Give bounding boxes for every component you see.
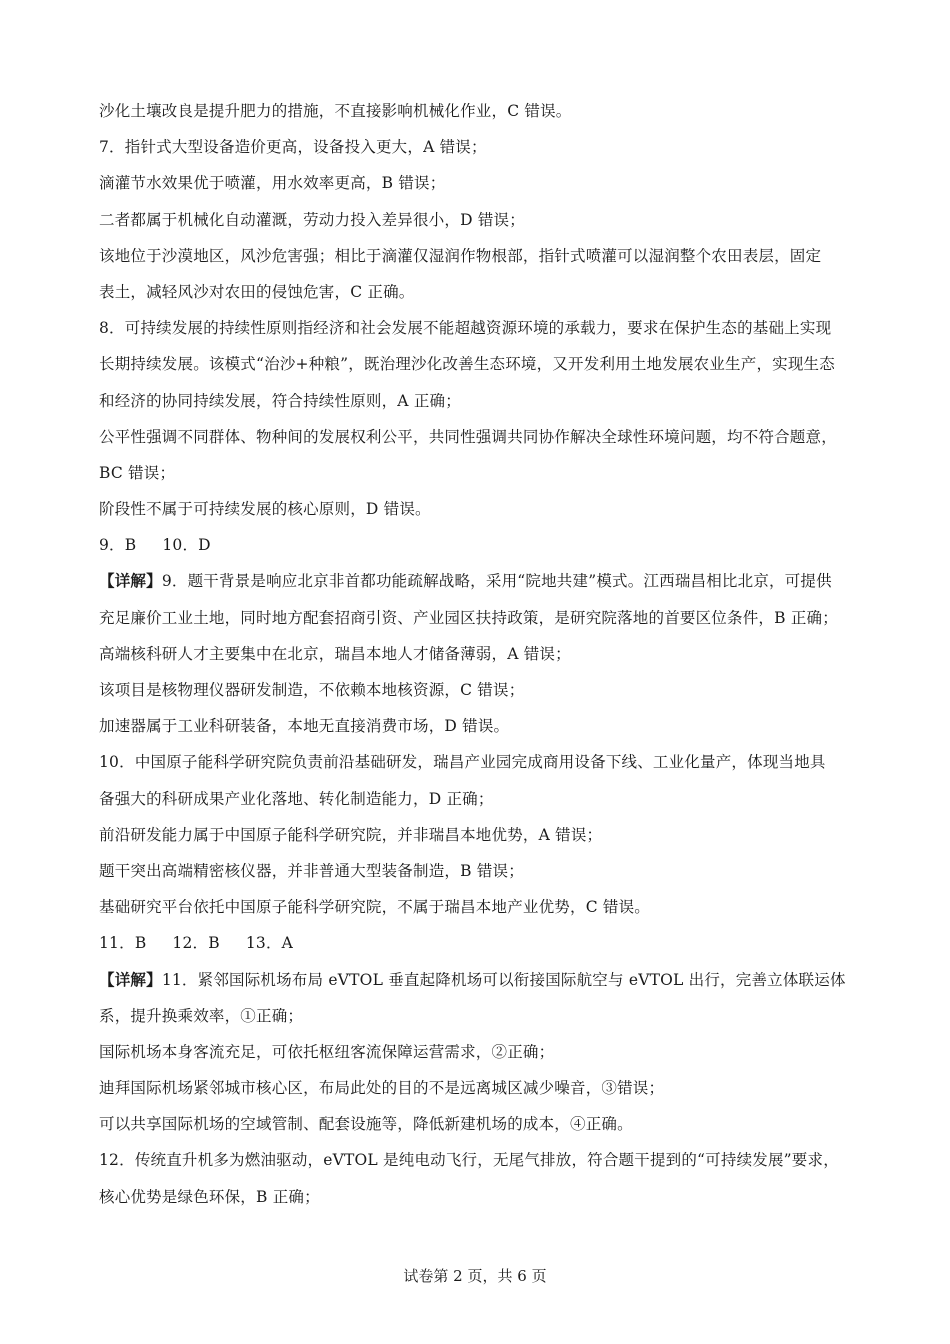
text-line: 可以共享国际机场的空域管制、配套设施等，降低新建机场的成本，④正确。: [99, 1115, 633, 1134]
text-line: 基础研究平台依托中国原子能科学研究院，不属于瑞昌本地产业优势，C 错误。: [99, 898, 650, 917]
text-line: BC 错误；: [99, 463, 176, 482]
answer-key-9-10: [99, 527, 869, 563]
text-line: 高端核科研人才主要集中在北京，瑞昌本地人才储备薄弱，A 错误；: [99, 644, 571, 663]
answer-11: 11．B: [99, 934, 147, 953]
answer-12: 12．B: [172, 934, 220, 953]
text-line: 前沿研发能力属于中国原子能科学研究院，并非瑞昌本地优势，A 错误；: [99, 825, 603, 844]
text-line: 滴灌节水效果优于喷灌，用水效率更高，B 错误；: [99, 174, 446, 193]
answer-key-11-13: [99, 925, 869, 961]
detail-line-11: [99, 962, 869, 998]
text-line: 和经济的协同持续发展，符合持续性原则，A 正确；: [99, 391, 461, 410]
text-line: 8．可持续发展的持续性原则指经济和社会发展不能超越资源环境的承载力，要求在保护生态的基础上实现: [99, 319, 832, 338]
text-line: 核心优势是绿色环保，B 正确；: [99, 1187, 320, 1206]
detail-text: 9．题干背景是响应北京非首都功能疏解战略，采用“院地共建”模式。江西瑞昌相比北京，可提供: [161, 572, 832, 591]
text-line: 阶段性不属于可持续发展的核心原则，D 错误。: [99, 500, 431, 519]
answer-10: 10．D: [162, 536, 211, 555]
detail-line-9: [99, 563, 869, 599]
text-line: 题干突出高端精密核仪器，并非普通大型装备制造，B 错误；: [99, 861, 524, 880]
text-line: 二者都属于机械化自动灌溉，劳动力投入差异很小，D 错误；: [99, 210, 525, 229]
answer-9: 9．B: [99, 536, 137, 555]
text-line: 迪拜国际机场紧邻城市核心区，布局此处的目的不是远离城区减少噪音，③错误；: [99, 1079, 665, 1098]
answer-13: 13．A: [245, 934, 294, 953]
text-line: 系，提升换乘效率，①正确；: [99, 1006, 304, 1025]
text-line: 12．传统直升机多为燃油驱动，eVTOL 是纯电动飞行，无尾气排放，符合题干提到的“可持续发展”要求，: [99, 1151, 839, 1170]
text-line: 该项目是核物理仪器研发制造，不依赖本地核资源，C 错误；: [99, 681, 525, 699]
detail-label: 【详解】: [99, 969, 162, 989]
text-line: 加速器属于工业科研装备，本地无直接消费市场，D 错误。: [99, 717, 510, 736]
text-line: 充足廉价工业土地，同时地方配套招商引资、产业园区扶持政策，是研究院落地的首要区位条件，B 正确；: [99, 608, 838, 627]
text-line: 沙化土壤改良是提升肥力的措施，不直接影响机械化作业，C 错误。: [99, 102, 572, 120]
text-line: 表土，减轻风沙对农田的侵蚀危害，C 正确。: [99, 282, 415, 301]
answer-explanations: [99, 93, 869, 1215]
detail-text: 11．紧邻国际机场布局 eVTOL 垂直起降机场可以衔接国际航空与 eVTOL 出行，完善立体联运体: [161, 970, 846, 989]
text-line: 该地位于沙漠地区，风沙危害强；相比于滴灌仅湿润作物根部，指针式喷灌可以湿润整个农田表层，固定: [99, 246, 822, 265]
page-footer: 试卷第 2 页，共 6 页: [403, 1267, 547, 1285]
text-line: 国际机场本身客流充足，可依托枢纽客流保障运营需求，②正确；: [99, 1042, 555, 1061]
text-line: 备强大的科研成果产业化落地、转化制造能力，D 正确；: [99, 789, 494, 808]
text-line: 7．指针式大型设备造价更高，设备投入更大，A 错误；: [99, 138, 487, 157]
text-line: 10．中国原子能科学研究院负责前沿基础研发，瑞昌产业园完成商用设备下线、工业化量产，体现当地具: [99, 753, 826, 772]
detail-label: 【详解】: [99, 571, 162, 591]
text-line: 公平性强调不同群体、物种间的发展权利公平，共同性强调共同协作解决全球性环境问题，均不符合题意，: [99, 427, 837, 446]
text-line: 长期持续发展。该模式“治沙+种粮”，既治理沙化改善生态环境，又开发利用土地发展农业生产，实现生态: [99, 355, 835, 374]
